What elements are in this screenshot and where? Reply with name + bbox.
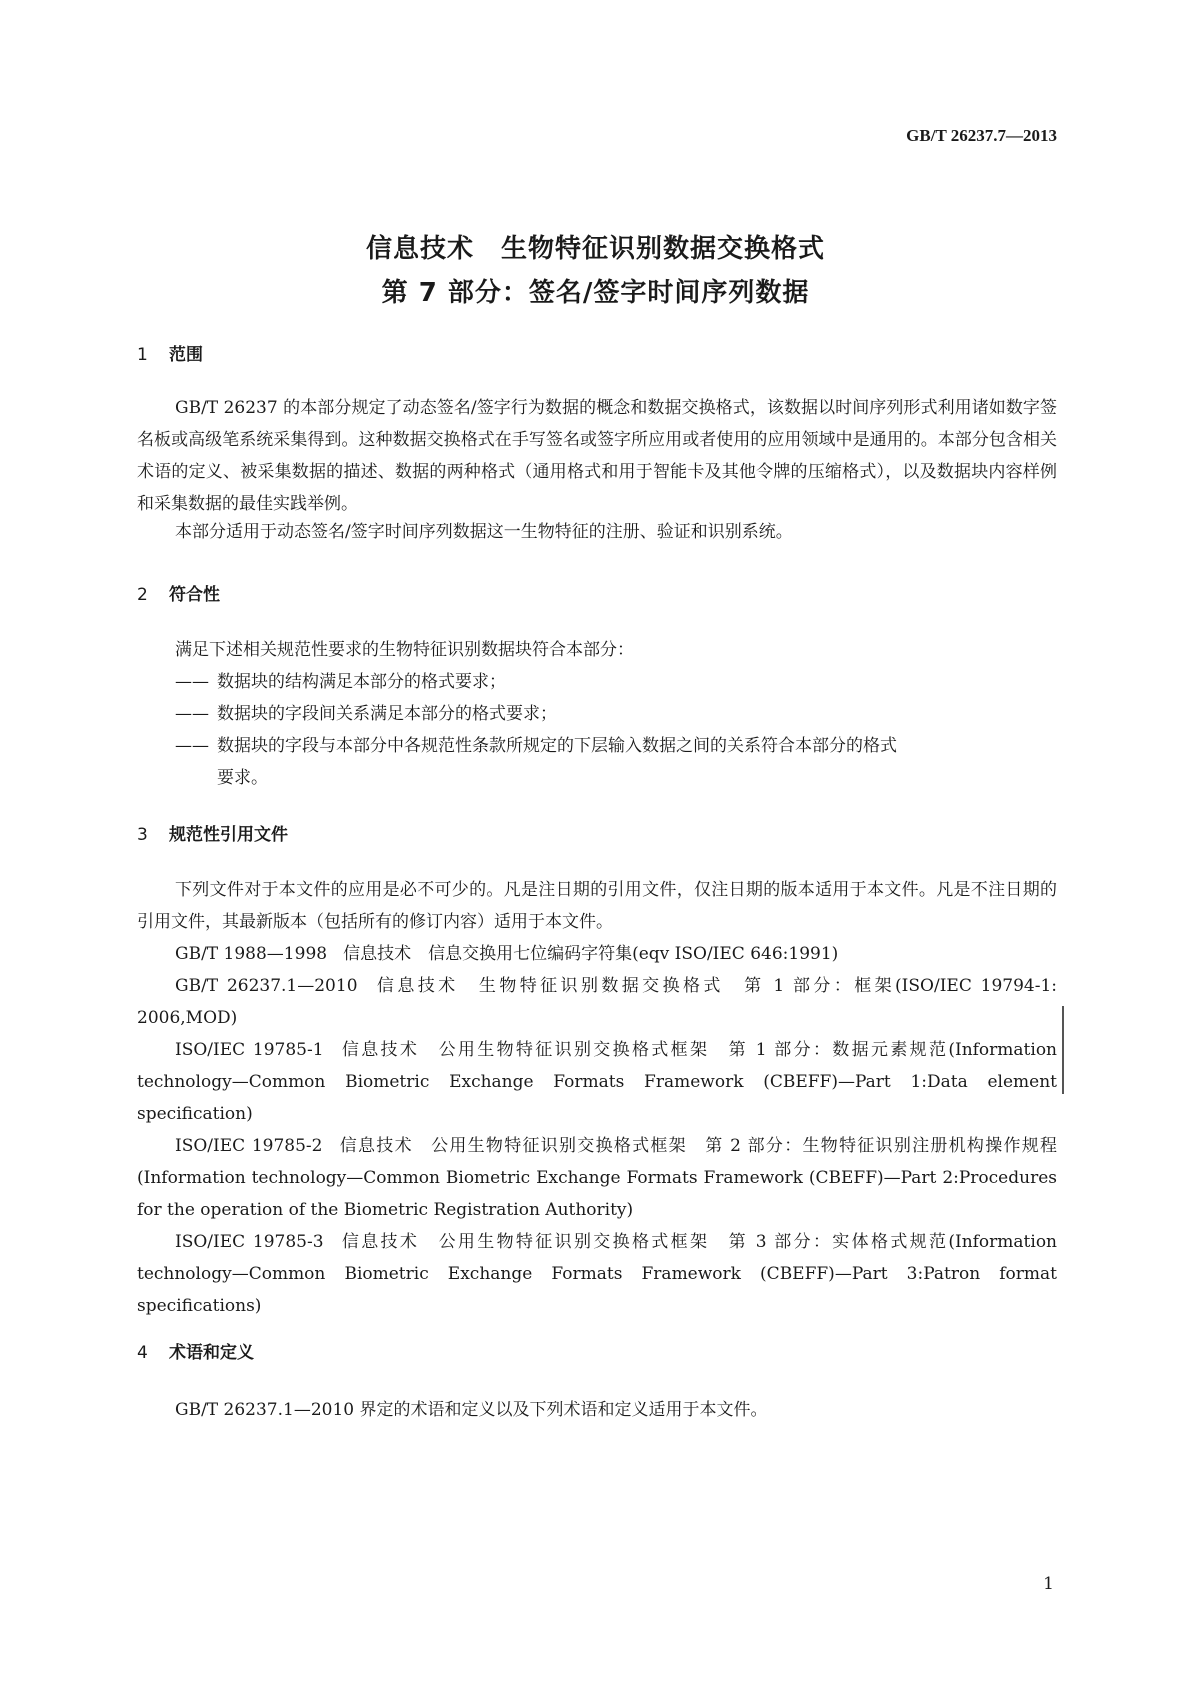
- reference-item: [137, 1226, 1057, 1322]
- list-item: [175, 698, 1055, 730]
- section-1-paragraph-2: 本部分适用于动态签名/签字时间序列数据这一生物特征的注册、验证和识别系统。: [175, 522, 793, 542]
- section-title: 术语和定义: [169, 1343, 254, 1363]
- section-4-paragraph-1: GB/T 26237.1—2010 界定的术语和定义以及下列术语和定义适用于本文件。: [175, 1400, 768, 1420]
- section-title: 范围: [169, 345, 203, 365]
- reference-item: [137, 1130, 1057, 1226]
- dash-mark: ——: [175, 736, 209, 756]
- reference-code: GB/T 26237.1—2010: [175, 976, 358, 996]
- reference-title-en: (ISO/IEC 19794-1: 2006,MOD): [137, 976, 1058, 1028]
- list-item: [175, 666, 1055, 698]
- reference-code: ISO/IEC 19785-2: [175, 1136, 323, 1156]
- document-title-line1: 信息技术 生物特征识别数据交换格式: [365, 234, 825, 264]
- reference-item: [137, 970, 1057, 1034]
- section-title: 符合性: [169, 585, 220, 605]
- list-item: [175, 730, 1055, 762]
- list-item-text: 数据块的字段与本部分中各规范性条款所规定的下层输入数据之间的关系符合本部分的格式: [217, 736, 897, 756]
- section-4-heading: [137, 1338, 254, 1363]
- dash-mark: ——: [175, 704, 209, 724]
- dash-mark: ——: [175, 672, 209, 692]
- reference-title-en: (Information technology—Common Biometric Exchange Formats Framework (CBEFF)—Part 3:Patron format specifications): [137, 1232, 1058, 1316]
- reference-title-en: (eqv ISO/IEC 646:1991): [632, 944, 839, 964]
- section-1-paragraph-1: GB/T 26237 的本部分规定了动态签名/签字行为数据的概念和数据交换格式，该数据以时间序列形式利用诸如数字签名板或高级笔系统采集得到。这种数据交换格式在手写签名或签字所应用或者使用的应用领域中是通用的。本部分包含相关术语的定义、被采集数据的描述、数据的两种格式（通用格式和用于智能卡及其他令牌的压缩格式），以及数据块内容样例和采集数据的最佳实践举例。: [137, 398, 1057, 514]
- section-3-intro: 下列文件对于本文件的应用是必不可少的。凡是注日期的引用文件，仅注日期的版本适用于本文件。凡是不注日期的引用文件，其最新版本（包括所有的修订内容）适用于本文件。: [137, 880, 1057, 932]
- standard-code: GB/T 26237.7—2013: [906, 126, 1057, 145]
- reference-title-en: (Information technology—Common Biometric Exchange Formats Framework (CBEFF)—Part 2:Procedures for the operation of the Biometric Registration Authority): [137, 1168, 1057, 1220]
- reference-code: ISO/IEC 19785-1: [175, 1040, 324, 1060]
- reference-item: [137, 1034, 1057, 1130]
- list-item-text: 数据块的字段间关系满足本部分的格式要求；: [217, 704, 557, 724]
- document-title-line2: 第 7 部分：签名/签字时间序列数据: [381, 278, 810, 308]
- section-title: 规范性引用文件: [169, 825, 288, 845]
- reference-code: ISO/IEC 19785-3: [175, 1232, 324, 1252]
- section-3-heading: [137, 820, 288, 845]
- section-2-intro: 满足下述相关规范性要求的生物特征识别数据块符合本部分：: [175, 640, 634, 660]
- reference-title-zh: 信息技术 信息交换用七位编码字符集: [343, 944, 633, 964]
- reference-title-zh: 信息技术 公用生物特征识别交换格式框架 第 3 部分：实体格式规范: [339, 1232, 949, 1252]
- reference-title-zh: 信息技术 公用生物特征识别交换格式框架 第 1 部分：数据元素规范: [339, 1040, 949, 1060]
- page-number: 1: [1043, 1574, 1054, 1594]
- section-2-heading: [137, 580, 220, 605]
- change-bar: [1062, 1006, 1064, 1094]
- reference-code: GB/T 1988—1998: [175, 944, 328, 964]
- section-number: 4: [137, 1343, 148, 1363]
- reference-title-zh: 信息技术 生物特征识别数据交换格式 第 1 部分：框架: [373, 976, 896, 996]
- section-number: 1: [137, 345, 148, 365]
- reference-item: [137, 938, 1057, 970]
- reference-title-zh: 信息技术 公用生物特征识别交换格式框架 第 2 部分：生物特征识别注册机构操作规程: [338, 1136, 1058, 1156]
- section-number: 2: [137, 585, 148, 605]
- list-item-text: 数据块的结构满足本部分的格式要求；: [217, 672, 506, 692]
- section-number: 3: [137, 825, 148, 845]
- reference-title-en: (Information technology—Common Biometric Exchange Formats Framework (CBEFF)—Part 1:Data element specification): [137, 1040, 1058, 1124]
- list-item-continuation: 要求。: [217, 768, 268, 788]
- section-1-heading: [137, 340, 203, 365]
